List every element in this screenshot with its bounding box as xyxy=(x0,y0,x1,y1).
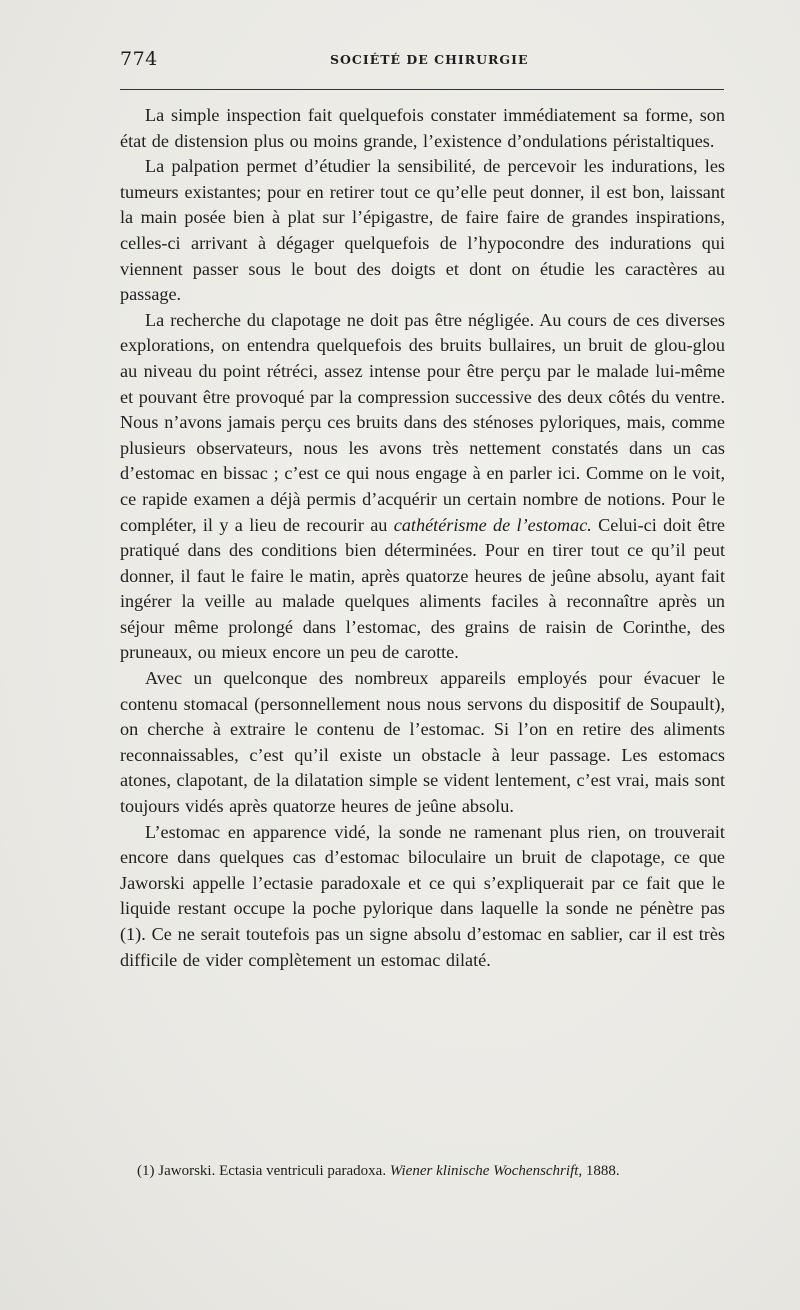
footnote-year: 1888. xyxy=(582,1163,620,1179)
italic-term: cathétérisme de l’estomac. xyxy=(393,514,592,535)
body-text xyxy=(120,103,725,973)
running-title: SOCIÉTÉ DE CHIRURGIE xyxy=(330,52,529,67)
paragraph-palpation xyxy=(120,154,725,308)
footnote-journal: Wiener klinische Wochenschrift, xyxy=(389,1163,583,1179)
paragraph-text: L’estomac en apparence vidé, la sonde ne ramenant plus rien, on trouverait encore dans quelques cas d’estomac biloculaire un bruit de clapotage, ce que Jaworski appelle l’ectasie paradoxale et ce qui s’expliquerait par ce fait que le liquide restant occupe la poche pylorique dans laquelle la sonde ne pénètre pas (1). Ce ne serait toutefois pas un signe absolu d’estomac en sablier, car il est très difficile de vider complètement un estomac dilaté. xyxy=(120,821,725,970)
paragraph-text: Avec un quelconque des nombreux appareils employés pour évacuer le contenu stomacal (personnellement nous nous servons du dispositif de Soupault), on cherche à extraire le contenu de l’estomac. Si l’on en retire des aliments reconnaissables, c’est qu’il existe un obstacle à leur passage. Les estomacs atones, clapotant, de la dilatation simple se vident lentement, c’est vrai, mais sont toujours vidés après quatorze heures de jeûne absolu. xyxy=(120,668,725,817)
page-number: 774 xyxy=(120,48,158,70)
paragraph-ectasie xyxy=(120,820,725,974)
paragraph-text: La palpation permet d’étudier la sensibilité, de percevoir les indurations, les tumeurs existantes; pour en retirer tout ce qu’elle peut donner, il est bon, laissant la main posée bien à plat sur l’épigastre, de faire faire de grandes inspirations, celles-ci arrivant à dégager quelquefois de l’hypocondre des indurations qui viennent passer sous le bout des doigts et dont on étudie les caractères au passage. xyxy=(120,156,725,305)
paragraph-clapotage xyxy=(120,308,725,666)
paragraph-text-continued: Celui-ci doit être pratiqué dans des conditions bien déterminées. Pour en tirer tout ce qu’il peut donner, il faut le faire le matin, après quatorze heures de jeûne absolu, ayant fait ingérer la veille au malade quelques aliments faciles à reconnaître après un séjour même prolongé dans l’estomac, des grains de raisin de Corinthe, des pruneaux, ou mieux encore un peu de carotte. xyxy=(120,514,725,663)
paragraph-text: La simple inspection fait quelquefois constater immédiatement sa forme, son état de distension plus ou moins grande, l’existence d’ondulations péristaltiques. xyxy=(120,105,725,151)
footnote xyxy=(120,1160,725,1182)
header-rule xyxy=(120,89,724,90)
page-header xyxy=(120,46,725,74)
paragraph-text: La recherche du clapotage ne doit pas être négligée. Au cours de ces diverses explorations, on entendra quelquefois des bruits bullaires, un bruit de glou-glou au niveau du point rétréci, assez intense pour être perçu par le malade lui-même et pouvant être provoqué par la compression successive des deux côtés du ventre. Nous n’avons jamais perçu ces bruits dans des sténoses pyloriques, mais, comme plusieurs observateurs, nous les avons très nettement constatés dans un cas d’estomac en bissac ; c’est ce qui nous engage à en parler ici. Comme on le voit, ce rapide examen a déjà permis d’acquérir un certain nombre de notions. Pour le compléter, il y a lieu de recourir au xyxy=(120,309,725,535)
paragraph-inspection xyxy=(120,103,725,154)
footnote-text: (1) Jaworski. Ectasia ventriculi paradoxa. xyxy=(137,1163,390,1179)
paragraph-evacuation xyxy=(120,666,725,820)
